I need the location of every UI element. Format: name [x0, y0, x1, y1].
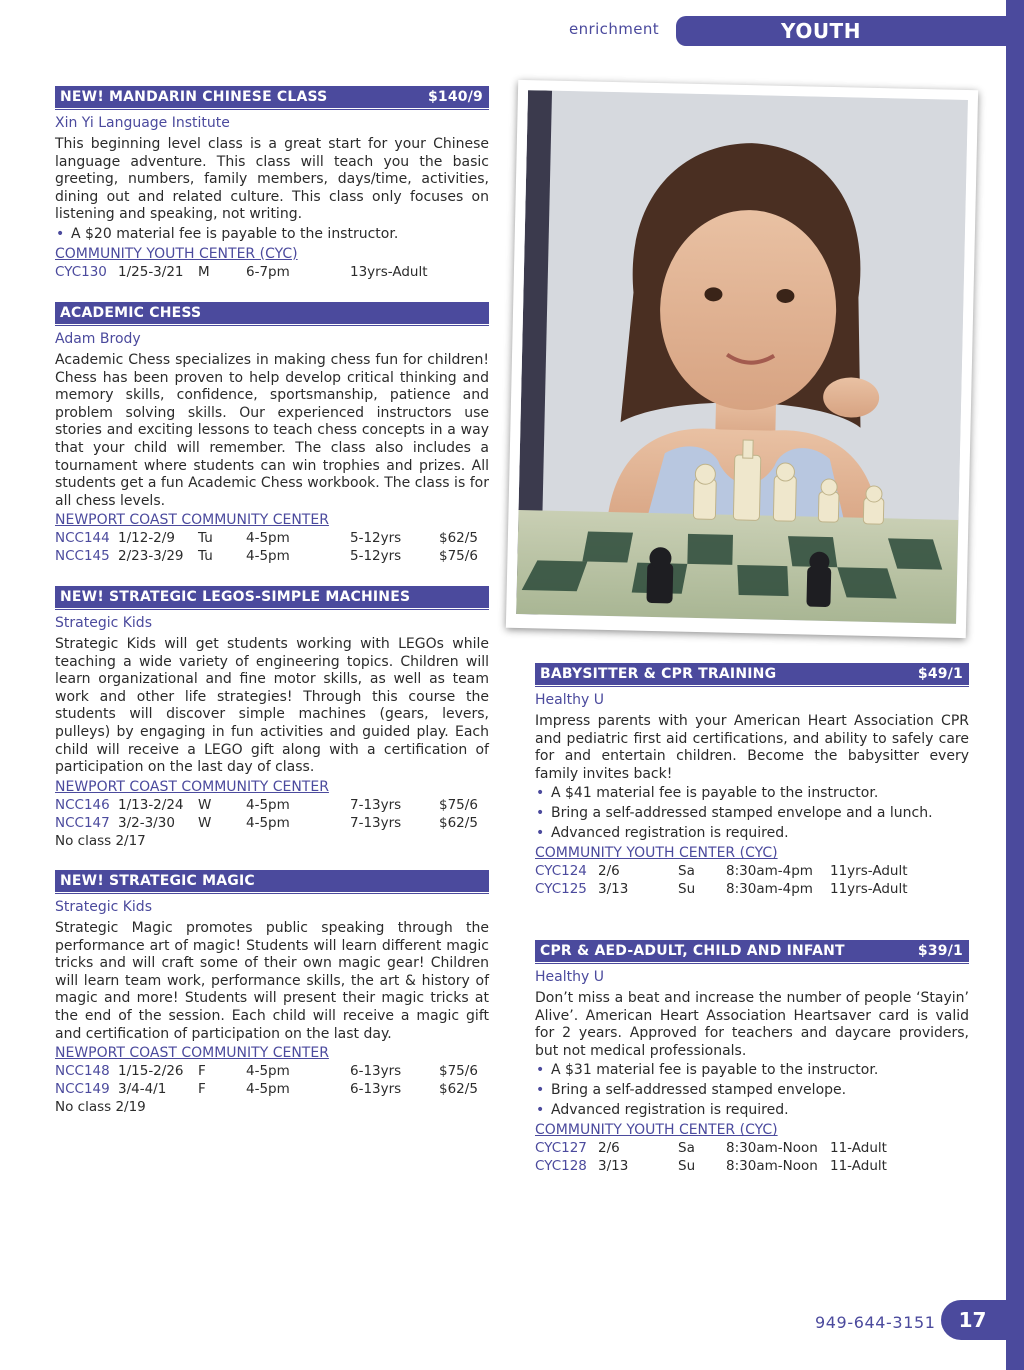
session-day: M [198, 263, 210, 280]
class-title: CPR & AED-ADULT, CHILD AND INFANT [540, 943, 845, 959]
session-day: W [198, 814, 212, 831]
session-dates: 3/4-4/1 [118, 1081, 167, 1098]
session-ages: 11-Adult [830, 1158, 887, 1175]
session-day: Su [678, 1158, 696, 1175]
class-title-bar [535, 663, 969, 685]
class-title: ACADEMIC CHESS [60, 305, 202, 321]
session-day: Tu [198, 548, 213, 565]
class-location-link[interactable]: COMMUNITY YOUTH CENTER (CYC) [55, 245, 298, 262]
class-location-link[interactable]: NEWPORT COAST COMMUNITY CENTER [55, 778, 329, 795]
session-time: 4-5pm [246, 530, 290, 547]
requirement-item: • Bring a self-addressed stamped envelope and a lunch. [535, 803, 969, 823]
session-day: F [198, 1063, 206, 1080]
class-title-bar [55, 870, 489, 892]
session-code[interactable]: NCC144 [55, 530, 110, 547]
session-dates: 1/13-2/24 [118, 796, 184, 813]
class-strategic-legos [55, 586, 489, 850]
class-description: Impress parents with your American Heart Association CPR and pediatric first aid certifications, and ability to safely care for and entertain children. Become the babysitter every family invites back! [535, 713, 969, 782]
requirement-item: • A $31 material fee is payable to the instructor. [535, 1060, 969, 1080]
session-ages: 7-13yrs [350, 796, 402, 813]
class-title: NEW! STRATEGIC MAGIC [60, 873, 255, 889]
session-ages: 11-Adult [830, 1140, 887, 1157]
session-row [55, 547, 489, 565]
class-price: $39/1 [917, 943, 963, 959]
session-day: F [198, 1081, 206, 1098]
session-code[interactable]: CYC128 [535, 1158, 587, 1175]
session-row [535, 880, 969, 898]
photo-girl-with-chess-pieces-icon [516, 90, 968, 624]
session-dates: 2/6 [598, 1140, 620, 1157]
class-provider: Strategic Kids [55, 899, 152, 915]
class-strategic-magic [55, 870, 489, 1116]
session-dates: 3/2-3/30 [118, 814, 175, 831]
session-ages: 11yrs-Adult [830, 881, 908, 898]
session-ages: 13yrs-Adult [350, 263, 428, 280]
class-requirements-list [55, 224, 489, 244]
class-provider: Healthy U [535, 692, 604, 708]
class-description: This beginning level class is a great start for your Chinese language adventure. This class will teach you the basic greeting, numbers, family members, days/time, activities, dining out and related culture. This class only focuses on listening and speaking, not writing. [55, 136, 489, 223]
session-time: 8:30am-4pm [726, 881, 813, 898]
class-price: $49/1 [917, 666, 963, 682]
session-code[interactable]: CYC125 [535, 881, 587, 898]
page-number-tab [941, 1300, 1024, 1340]
session-day: W [198, 796, 212, 813]
session-time: 4-5pm [246, 814, 290, 831]
session-row [55, 1062, 489, 1080]
session-fee: $62/5 [439, 814, 478, 831]
class-cpr-aed [535, 940, 969, 1175]
session-fee: $62/5 [439, 1081, 478, 1098]
session-row [535, 1157, 969, 1175]
session-dates: 1/25-3/21 [118, 263, 184, 280]
session-fee: $75/6 [439, 1063, 478, 1080]
class-note: No class 2/17 [55, 832, 146, 849]
session-fee: $75/6 [439, 548, 478, 565]
class-title-bar [55, 302, 489, 324]
session-row [55, 263, 489, 281]
session-time: 8:30am-4pm [726, 863, 813, 880]
session-time: 4-5pm [246, 548, 290, 565]
session-code[interactable]: NCC146 [55, 796, 110, 813]
session-time: 4-5pm [246, 1063, 290, 1080]
class-title-bar [535, 940, 969, 962]
session-row [55, 814, 489, 832]
class-mandarin-chinese [55, 86, 489, 281]
class-provider: Adam Brody [55, 331, 141, 347]
class-requirements-list [535, 1060, 969, 1120]
session-ages: 5-12yrs [350, 548, 402, 565]
class-babysitter-cpr [535, 663, 969, 898]
title-underline [55, 108, 489, 110]
title-underline [535, 962, 969, 964]
session-code[interactable]: NCC148 [55, 1063, 110, 1080]
session-ages: 5-12yrs [350, 530, 402, 547]
session-code[interactable]: NCC149 [55, 1081, 110, 1098]
section-category-label: enrichment [569, 20, 660, 38]
class-price: $140/9 [427, 89, 483, 105]
session-ages: 6-13yrs [350, 1063, 402, 1080]
session-time: 4-5pm [246, 796, 290, 813]
youth-section-tab [676, 16, 1006, 46]
session-day: Su [678, 881, 696, 898]
session-row [55, 529, 489, 547]
session-time: 6-7pm [246, 263, 290, 280]
class-location-link[interactable]: NEWPORT COAST COMMUNITY CENTER [55, 1045, 329, 1062]
session-day: Tu [198, 530, 213, 547]
requirement-item: • A $20 material fee is payable to the instructor. [55, 224, 489, 244]
requirement-item: • A $41 material fee is payable to the instructor. [535, 783, 969, 803]
session-time: 8:30am-Noon [726, 1140, 818, 1157]
class-title-bar [55, 586, 489, 608]
class-provider: Xin Yi Language Institute [55, 115, 230, 131]
title-underline [55, 892, 489, 894]
class-location-link[interactable]: COMMUNITY YOUTH CENTER (CYC) [535, 1122, 778, 1139]
session-code[interactable]: NCC147 [55, 814, 110, 831]
right-edge-bar [1006, 0, 1024, 1370]
session-time: 4-5pm [246, 1081, 290, 1098]
session-day: Sa [678, 863, 695, 880]
requirement-item: • Advanced registration is required. [535, 823, 969, 843]
photo-frame [506, 80, 978, 638]
title-underline [535, 685, 969, 687]
session-code[interactable]: CYC127 [535, 1140, 587, 1157]
class-title-bar [55, 86, 489, 108]
session-code[interactable]: CYC124 [535, 863, 587, 880]
session-ages: 11yrs-Adult [830, 863, 908, 880]
session-code[interactable]: NCC145 [55, 548, 110, 565]
title-underline [55, 608, 489, 610]
session-row [55, 1080, 489, 1098]
session-fee: $62/5 [439, 530, 478, 547]
page-number: 17 [958, 1308, 987, 1332]
class-academic-chess [55, 302, 489, 565]
class-title: BABYSITTER & CPR TRAINING [540, 666, 777, 682]
class-requirements-list [535, 783, 969, 843]
session-row [55, 796, 489, 814]
youth-tab-label: YOUTH [781, 19, 861, 43]
session-time: 8:30am-Noon [726, 1158, 818, 1175]
class-note: No class 2/19 [55, 1099, 146, 1116]
session-dates: 1/12-2/9 [118, 530, 175, 547]
session-row [535, 862, 969, 880]
session-code[interactable]: CYC130 [55, 263, 107, 280]
class-location-link[interactable]: COMMUNITY YOUTH CENTER (CYC) [535, 845, 778, 862]
class-location-link[interactable]: NEWPORT COAST COMMUNITY CENTER [55, 512, 329, 529]
class-description: Strategic Magic promotes public speaking through the performance art of magic! Students will learn different magic tricks and will craft some of their own magic gear! Children will learn team work, performance skills, the art & history of magic and more! Students will present their magic tricks at the end of the session. Each child will receive a magic gift and certification of participation on the last day. [55, 920, 489, 1042]
session-dates: 2/6 [598, 863, 620, 880]
title-underline [55, 324, 489, 326]
footer-phone-number: 949-644-3151 [815, 1313, 936, 1332]
session-day: Sa [678, 1140, 695, 1157]
class-description: Academic Chess specializes in making chess fun for children! Chess has been proven to help develop critical thinking and memory skills, confidence, sportsmanship, patience and problem solving skills. Our experienced instructors use stories and exciting lessons to teach chess concepts in a way that your child will remember. The class also includes a tournament where students can win trophies and prizes. All students get a fun Academic Chess workbook. The class is for all chess levels. [55, 352, 489, 509]
class-provider: Strategic Kids [55, 615, 152, 631]
session-ages: 6-13yrs [350, 1081, 402, 1098]
class-title: NEW! MANDARIN CHINESE CLASS [60, 89, 328, 105]
class-title: NEW! STRATEGIC LEGOS-SIMPLE MACHINES [60, 589, 411, 605]
session-fee: $75/6 [439, 796, 478, 813]
session-dates: 3/13 [598, 881, 629, 898]
session-dates: 3/13 [598, 1158, 629, 1175]
session-ages: 7-13yrs [350, 814, 402, 831]
class-description: Strategic Kids will get students working with LEGOs while teaching a wide variety of engineering topics. Children will learn organizational and fine motor skills, as well as team work and other life strategies! Through this course the students will discover simple machines (gears, levers, pulleys) by engaging in fun activities and guided play. Each child will receive a LEGO gift along with a certification of participation on the last day of class. [55, 636, 489, 776]
session-dates: 1/15-2/26 [118, 1063, 184, 1080]
class-provider: Healthy U [535, 969, 604, 985]
requirement-item: • Advanced registration is required. [535, 1100, 969, 1120]
class-description: Don’t miss a beat and increase the number of people ‘Stayin’ Alive’. American Heart Association Heartsaver card is valid for 2 years. Approved for teachers and daycare providers, but not medical professionals. [535, 990, 969, 1059]
session-row [535, 1139, 969, 1157]
requirement-item: • Bring a self-addressed stamped envelope. [535, 1080, 969, 1100]
session-dates: 2/23-3/29 [118, 548, 184, 565]
